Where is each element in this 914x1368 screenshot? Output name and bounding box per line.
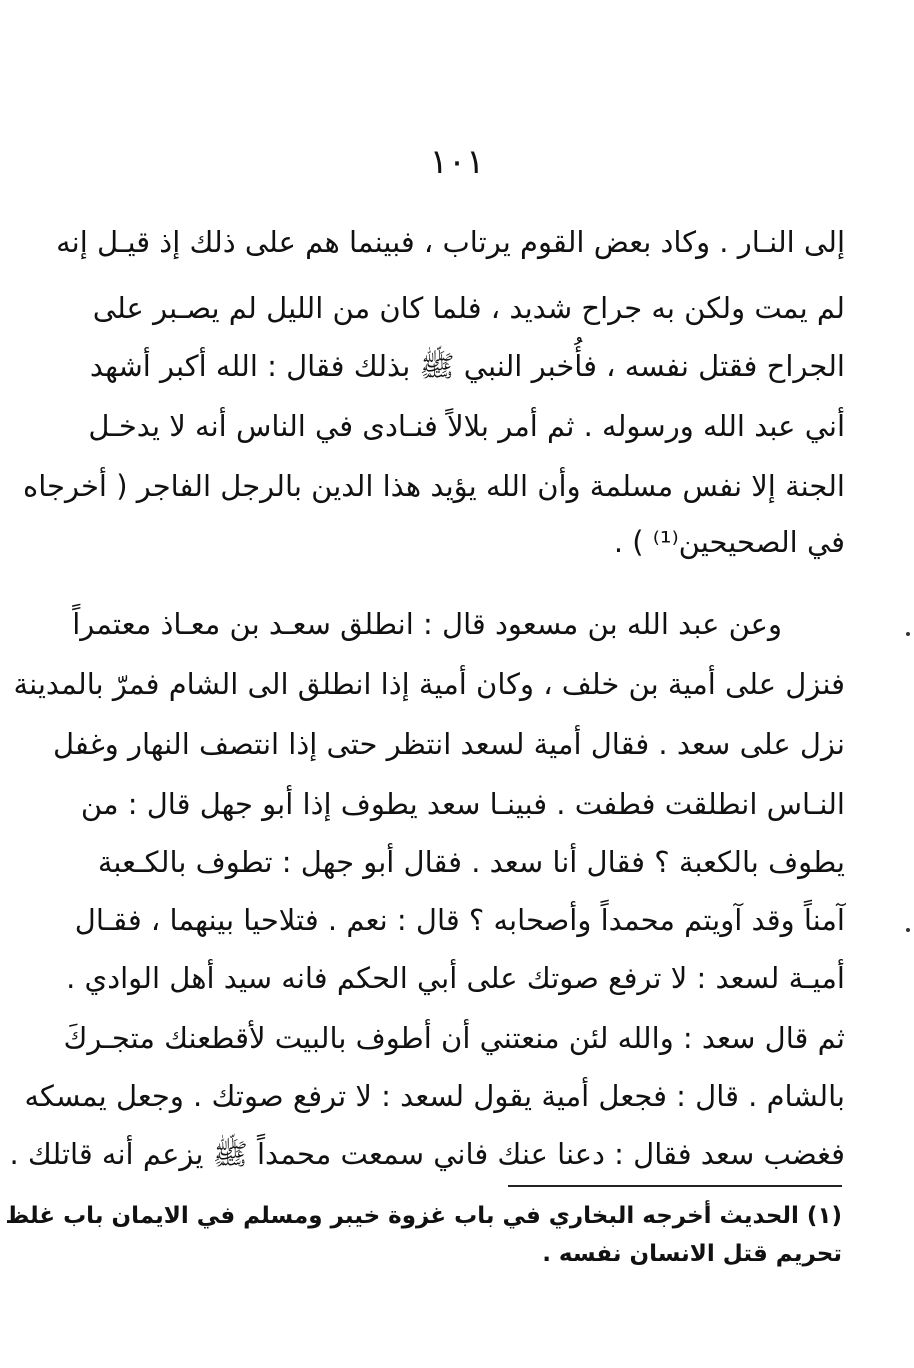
- footnote-line: تحريم قتل الانسان نفسه .: [542, 1241, 842, 1267]
- text-line: يطوف بالكعبة ؟ فقال أنا سعد . فقال أبو جهل : تطوف بالكـعبة: [97, 845, 845, 879]
- text-line: فنزل على أمية بن خلف ، وكان أمية إذا انطلق الى الشام فمرّ بالمدينة: [13, 667, 845, 701]
- text-line: النـاس انطلقت فطفت . فبينـا سعد يطوف إذا أبو جهل قال : من: [80, 787, 845, 821]
- text-line: إلى النـار . وكاد بعض القوم يرتاب ، فبينما هم على ذلك إذ قيـل إنه: [56, 225, 845, 259]
- page-number: ١٠١: [429, 142, 485, 182]
- text-line: ثم قال سعد : والله لئن منعتني أن أطوف بالبيت لأقطعنك متجـركَ: [63, 1021, 845, 1055]
- footnote-rule: [508, 1185, 842, 1187]
- text-line: لم يمت ولكن به جراح شديد ، فلما كان من الليل لم يصـبر على: [92, 291, 845, 325]
- text-line: فغضب سعد فقال : دعنا عنك فاني سمعت محمداً ﷺ يزعم أنه قاتلك .: [9, 1137, 845, 1171]
- text-line: نزل على سعد . فقال أمية لسعد انتظر حتى إذا انتصف النهار وغفل: [52, 727, 845, 761]
- footnote-line: (١) الحديث أخرجه البخاري في باب غزوة خيبر ومسلم في الايمان باب غلظ: [5, 1203, 842, 1229]
- margin-dot: [906, 632, 910, 636]
- text-line: آمناً وقد آويتم محمداً وأصحابه ؟ قال : نعم . فتلاحيا بينهما ، فقـال: [74, 903, 845, 937]
- text-line: الجنة إلا نفس مسلمة وأن الله يؤيد هذا الدين بالرجل الفاجر ( أخرجاه: [23, 469, 845, 503]
- text-line: بالشام . قال : فجعل أمية يقول لسعد : لا ترفع صوتك . وجعل يمسكه: [24, 1079, 845, 1113]
- text-line: أميـة لسعد : لا ترفع صوتك على أبي الحكم فانه سيد أهل الوادي .: [66, 961, 845, 995]
- text-line: في الصحيحين⁽¹⁾ ) .: [613, 525, 845, 559]
- margin-dot: [906, 928, 910, 932]
- text-line: أني عبد الله ورسوله . ثم أمر بلالاً فنـادى في الناس أنه لا يدخـل: [88, 409, 845, 443]
- text-line: وعن عبد الله بن مسعود قال : انطلق سعـد بن معـاذ معتمراً: [72, 607, 782, 641]
- text-line: الجراح فقتل نفسه ، فأُخبر النبي ﷺ بذلك فقال : الله أكبر أشهد: [89, 349, 845, 383]
